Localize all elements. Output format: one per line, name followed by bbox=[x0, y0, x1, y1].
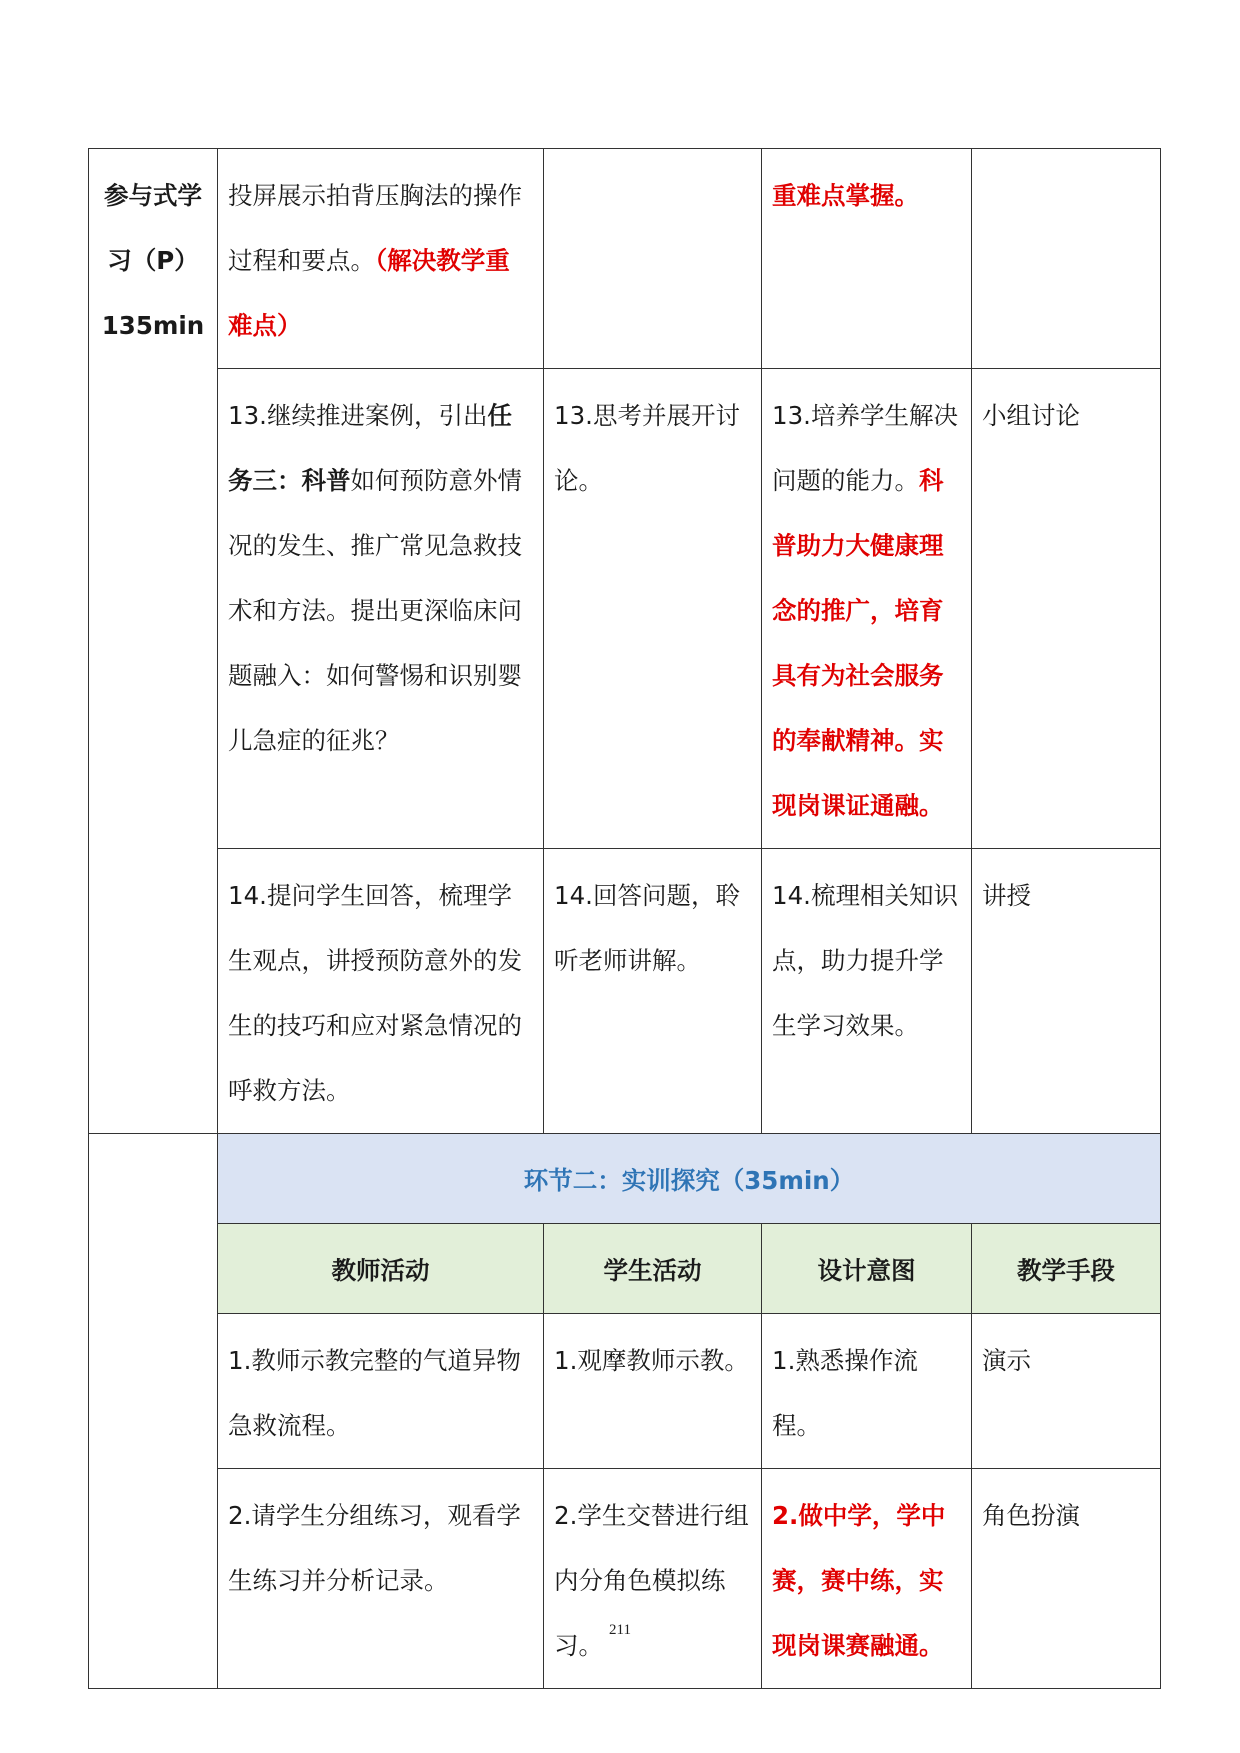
design-intent-cell: 14.梳理相关知识点，助力提升学生学习效果。 bbox=[762, 849, 972, 1134]
teacher-activity-cell: 14.提问学生回答，梳理学生观点，讲授预防意外的发生的技巧和应对紧急情况的呼救方法。 bbox=[218, 849, 544, 1134]
phase-line3: 135min bbox=[101, 311, 205, 340]
design-text: 13.培养学生解决问题的能力。 bbox=[772, 401, 958, 495]
design-intent-cell bbox=[762, 1469, 972, 1689]
teacher-text: 如何预防意外情况的发生、推广常见急救技术和方法。提出更深临床问题融入：如何警惕和识别婴儿急症的征兆？ bbox=[228, 466, 522, 755]
teacher-text: 投屏展示拍背压胸法的操作过程和要点。 bbox=[228, 181, 522, 275]
design-intent-cell: 1.熟悉操作流程。 bbox=[762, 1314, 972, 1469]
teaching-method-cell: 角色扮演 bbox=[972, 1469, 1161, 1689]
teaching-method-cell: 讲授 bbox=[972, 849, 1161, 1134]
student-activity-cell bbox=[544, 149, 762, 369]
phase-continuation-cell bbox=[89, 1224, 218, 1314]
header-method: 教学手段 bbox=[972, 1224, 1161, 1314]
phase-continuation-cell bbox=[89, 1314, 218, 1469]
table-row bbox=[89, 1314, 1161, 1469]
teaching-method-cell: 小组讨论 bbox=[972, 369, 1161, 849]
lesson-plan-table bbox=[88, 148, 1161, 1689]
student-activity-cell: 1.观摩教师示教。 bbox=[544, 1314, 762, 1469]
teacher-activity-cell: 2.请学生分组练习，观看学生练习并分析记录。 bbox=[218, 1469, 544, 1689]
page-number: 211 bbox=[609, 1622, 631, 1638]
teacher-activity-cell bbox=[218, 149, 544, 369]
header-design: 设计意图 bbox=[762, 1224, 972, 1314]
table-row bbox=[89, 1469, 1161, 1689]
header-row bbox=[89, 1224, 1161, 1314]
header-student: 学生活动 bbox=[544, 1224, 762, 1314]
section-title: 环节二：实训探究（35min） bbox=[218, 1134, 1161, 1224]
student-activity-cell: 14.回答问题，聆听老师讲解。 bbox=[544, 849, 762, 1134]
design-intent-cell bbox=[762, 369, 972, 849]
phase-continuation-cell bbox=[89, 1469, 218, 1689]
teaching-method-cell bbox=[972, 149, 1161, 369]
section-row bbox=[89, 1134, 1161, 1224]
teacher-activity-cell bbox=[218, 369, 544, 849]
table-row bbox=[89, 369, 1161, 849]
table-row bbox=[89, 849, 1161, 1134]
design-highlight: 2.做中学，学中赛，赛中练，实现岗课赛融通。 bbox=[772, 1501, 946, 1660]
student-activity-cell: 13.思考并展开讨论。 bbox=[544, 369, 762, 849]
teacher-text: 13.继续推进案例，引出 bbox=[228, 401, 488, 430]
phase-line1: 参与式学 bbox=[104, 181, 202, 210]
student-activity-cell: 2.学生交替进行组内分角色模拟练习。 bbox=[544, 1469, 762, 1689]
phase-line2: 习（P） bbox=[107, 246, 199, 275]
phase-continuation-cell bbox=[89, 1134, 218, 1224]
design-highlight: 重难点掌握。 bbox=[772, 181, 919, 210]
teacher-activity-cell: 1.教师示教完整的气道异物急救流程。 bbox=[218, 1314, 544, 1469]
table-row bbox=[89, 149, 1161, 369]
phase-cell bbox=[89, 149, 218, 1134]
design-intent-cell bbox=[762, 149, 972, 369]
header-teacher: 教师活动 bbox=[218, 1224, 544, 1314]
teacher-highlight: （解决教学重难点） bbox=[228, 246, 510, 340]
teacher-bold-text: 任务三：科普 bbox=[228, 401, 512, 495]
design-highlight: 科普助力大健康理念的推广，培育具有为社会服务的奉献精神。实现岗课证通融。 bbox=[772, 466, 944, 820]
teaching-method-cell: 演示 bbox=[972, 1314, 1161, 1469]
